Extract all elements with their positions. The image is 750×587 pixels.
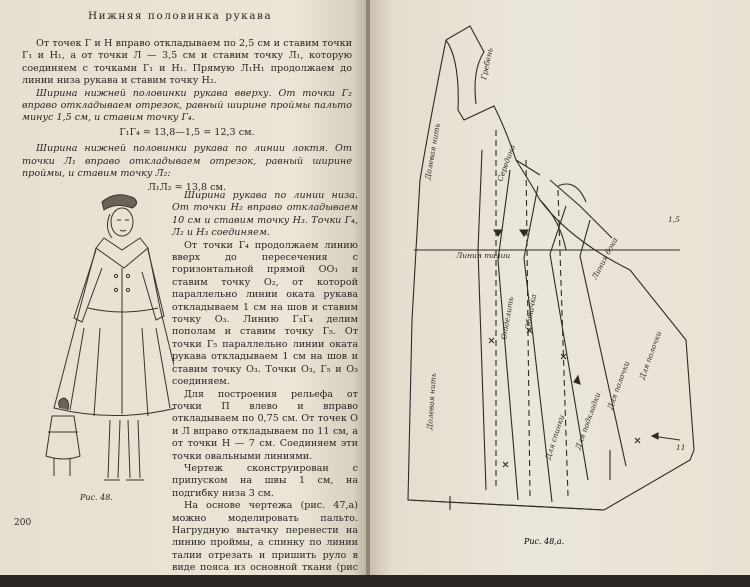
front-piece-label: Для полочки xyxy=(637,329,664,381)
paragraph: От точки Г₄ продолжаем линию вверх до пересечения с горизонтальной прямой ОО₁ и ставим точку О₂, от которой параллельно линии оката рукава откладываем 1 см на шов и ставим точку О₃. Линию Г₃Г₄ делим пополам и ставим точку Г₅. От точки Г₅ параллельно линии оката рукава откладываем 1 см на шов и ставим точку О₃. Точки О₃, Г₅ и О₃ соединяем. xyxy=(172,239,358,388)
paragraph: На основе чертежа (рис. 47,а) можно моделировать пальто. Нагрудную вытачку перенести на линию проймы, а спинку по линии талии отрезать и пришить руло в виде пояса из основной ткани (рис 48; 48, а; 48, б). xyxy=(172,500,358,586)
mark-label-15: 1,5 xyxy=(668,215,680,224)
paragraph: Ширина рукава по линии низа. От точки Н₂ вправо откладываем 10 см и ставим точку Н₃. Точки Г₄, Л₂ и Н₃ соединяем. xyxy=(172,190,358,239)
left-page xyxy=(0,0,368,586)
coat-illustration xyxy=(24,188,174,498)
grain-label-top: Долевая нить xyxy=(423,122,442,181)
page-number: 200 xyxy=(14,518,32,528)
back-piece-label: Для спинки xyxy=(543,413,567,461)
figure-caption: Рис. 48. xyxy=(80,493,113,502)
pattern-drawing xyxy=(390,10,730,530)
collar-label: Гребень xyxy=(479,46,495,81)
column-text-block xyxy=(172,190,358,587)
formula: Л₁Л₂ = 13,8 см. xyxy=(147,182,227,194)
lining-label: Для подкладки xyxy=(573,391,603,451)
mark-label-11: 11 xyxy=(676,443,686,452)
shelf-lining-label: Для полочки xyxy=(605,359,632,411)
paragraph: Для построения рельефа от точки П влево и вправо откладываем по 0,75 см. От точек О и Л вправо откладываем по 11 см, а от точки Н — 7 см. Соединяем эти точки овальными линиями. xyxy=(172,388,358,462)
paragraph: Ширина нижней половинки рукава по линии локтя. От точки Л₁ вправо откладываем отрезок, равный ширине проймы, и ставим точку Л₂: xyxy=(22,143,352,180)
formula: Г₁Г₄ = 13,8—1,5 = 12,3 см. xyxy=(119,126,255,138)
center-back-label: Середина xyxy=(495,143,518,183)
middle-label-1: Отделить xyxy=(499,296,516,341)
waist-line-label: Линия талии xyxy=(456,251,511,260)
paragraph: От точек Г и Н вправо откладываем по 2,5 см и ставим точки Г₁ и Н₁, а от точки Л — 3,5 см и ставим точку Л₁, которую соединяем с точками Г₁ и Н₁. Прямую Л₁Н₁ продолжаем до линии низа рукава и ставим точку Н₂. xyxy=(22,38,352,87)
section-heading: Нижняя половинка рукава xyxy=(88,10,273,22)
side-seam-label: Линия бока xyxy=(589,235,620,281)
paragraph: Чертеж сконструирован с припуском на швы 1 см, на подгибку низа 3 см. xyxy=(172,462,358,499)
paragraph: Ширина нижней половинки рукава вверху. От точки Г₂ вправо откладываем отрезок, равный ширине проймы пальто минус 1,5 см, и ставим точку Г₄. xyxy=(22,87,352,124)
figure-caption-right: Рис. 48,а. xyxy=(524,537,565,546)
middle-label-2: Обтачка xyxy=(523,293,539,331)
top-text-block xyxy=(22,38,352,199)
grain-label-left: Долевая нить xyxy=(425,372,438,431)
